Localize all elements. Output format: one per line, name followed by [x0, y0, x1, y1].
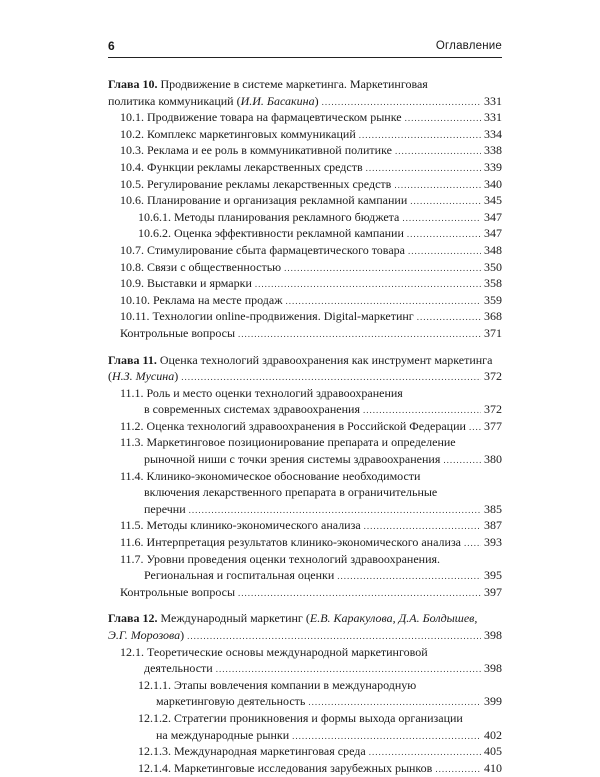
entry-title-cont: рыночной ниши с точки зрения системы здравоохранения: [144, 452, 441, 467]
dot-leader: [469, 419, 481, 436]
page-ref: 331: [484, 93, 502, 108]
toc-entry: [108, 325, 502, 342]
dot-leader: [216, 661, 481, 678]
chapter-title-cont: (: [108, 369, 112, 384]
toc-entry: [108, 292, 502, 309]
dot-leader: [407, 226, 481, 243]
page-ref: 395: [484, 568, 502, 583]
toc-entry-title: 11.4. Клинико-экономическое обоснование необходимости: [120, 468, 421, 483]
toc-entry: [108, 192, 502, 209]
dot-leader: [181, 369, 481, 386]
dot-leader: [238, 585, 481, 602]
chapter-heading-line: [108, 93, 502, 110]
toc-entry: [108, 418, 502, 435]
chapter-heading: [108, 610, 502, 627]
dot-leader: [322, 94, 481, 111]
dot-leader: [405, 110, 481, 127]
toc-entry: [108, 401, 502, 418]
toc-entry: [108, 308, 502, 325]
entry-title: 12.1.3. Международная маркетинговая среда: [138, 744, 366, 759]
dot-leader: [417, 309, 481, 326]
page-ref: 371: [484, 325, 502, 340]
entry-title-cont: перечни: [144, 501, 186, 516]
toc-entry-title-cont: включения лекарственного препарата в ограничительные: [144, 485, 438, 500]
toc-entry: [108, 693, 502, 710]
dot-leader: [238, 326, 481, 343]
chapter-author: Н.З. Мусина: [112, 369, 175, 384]
dot-leader: [187, 628, 481, 645]
entry-title-cont: деятельности: [144, 661, 213, 676]
page-ref: 393: [484, 535, 502, 550]
page-ref: 380: [484, 452, 502, 467]
page-ref: 372: [484, 402, 502, 417]
toc-entry: [108, 159, 502, 176]
chapter-authors-cont: Э.Г. Морозова: [108, 628, 181, 642]
toc-entry: [108, 209, 502, 226]
chapter-title-end: ): [180, 628, 185, 642]
entry-title: 10.9. Выставки и ярмарки: [120, 276, 252, 291]
section-title: Оглавление: [435, 40, 502, 52]
chapter-title-cont: политика коммуникаций (: [108, 93, 241, 108]
page-ref: 402: [484, 727, 502, 742]
page-ref: 399: [484, 694, 502, 709]
page-ref: 398: [484, 628, 502, 642]
page-ref: 350: [484, 259, 502, 274]
toc-entry: [108, 451, 502, 468]
entry-title: 10.7. Стимулирование сбыта фармацевтического товара: [120, 242, 405, 257]
page-ref: 397: [484, 584, 502, 599]
page-ref: 359: [484, 292, 502, 307]
entry-title: Контрольные вопросы: [120, 584, 236, 599]
toc-entry: [108, 176, 502, 193]
entry-title: 11.6. Интерпретация результатов клинико-экономического анализа: [120, 535, 462, 550]
page-ref: 340: [484, 176, 502, 191]
chapter-10: [108, 76, 502, 342]
toc-entry-title: 12.1. Теоретические основы международной маркетинговой: [120, 644, 428, 659]
page-ref: 410: [484, 760, 502, 775]
entry-title: 10.6.1. Методы планирования рекламного бюджета: [138, 209, 400, 224]
toc-entry: [108, 242, 502, 259]
toc-entry-title: 12.1.1. Этапы вовлечения компании в международную: [138, 677, 417, 692]
page-ref: 347: [484, 209, 502, 224]
dot-leader: [408, 243, 481, 260]
entry-title: 10.5. Регулирование рекламы лекарственных средств: [120, 176, 392, 191]
toc-entry: [108, 126, 502, 143]
toc-entry: [108, 259, 502, 276]
entry-title-cont: Региональная и госпитальная оценки: [144, 568, 335, 583]
page-ref: 387: [484, 518, 502, 533]
chapter-label: Глава 11.: [108, 352, 157, 367]
toc-entry: [108, 584, 502, 601]
chapter-heading-line: [108, 627, 502, 644]
page-number: 6: [108, 39, 115, 53]
toc-entry-title: 11.3. Маркетинговое позиционирование препарата и определение: [120, 435, 456, 450]
chapter-11: [108, 352, 502, 601]
page-ref: 339: [484, 159, 502, 174]
dot-leader: [364, 518, 481, 535]
toc-entry-title: 12.1.2. Стратегии проникновения и формы выхода организации: [138, 710, 463, 725]
toc-entry: [108, 567, 502, 584]
chapter-label: Глава 12.: [108, 611, 158, 626]
entry-title: 10.2. Комплекс маркетинговых коммуникаций: [120, 126, 356, 141]
chapter-title-end: ): [314, 93, 319, 108]
chapter-author: И.И. Басакина: [240, 93, 315, 108]
page-ref: 405: [484, 744, 502, 759]
chapter-heading-line: [108, 368, 502, 385]
toc-entry-title: 11.1. Роль и место оценки технологий здравоохранения: [120, 385, 403, 400]
dot-leader: [308, 694, 481, 711]
dot-leader: [366, 160, 481, 177]
page-ref: 385: [484, 501, 502, 516]
entry-title: 10.3. Реклама и ее роль в коммуникативной политике: [120, 143, 392, 158]
toc-entry: [108, 727, 502, 744]
toc-entry: [108, 517, 502, 534]
entry-title: 10.6.2. Оценка эффективности рекламной кампании: [138, 226, 404, 241]
chapter-label: Глава 10.: [108, 77, 158, 91]
entry-title: Контрольные вопросы: [120, 325, 236, 340]
dot-leader: [464, 535, 481, 552]
dot-leader: [359, 127, 481, 144]
toc-entry: [108, 142, 502, 159]
dot-leader: [292, 728, 481, 745]
dot-leader: [369, 744, 481, 761]
chapter-title: Международный маркетинг (: [157, 611, 310, 626]
dot-leader: [363, 402, 481, 419]
entry-title: 10.6. Планирование и организация рекламной кампании: [120, 193, 408, 208]
page-ref: 377: [484, 418, 502, 433]
entry-title-cont: на международные рынки: [156, 727, 290, 742]
dot-leader: [286, 293, 482, 310]
toc-entry: [108, 225, 502, 242]
toc-entry: [108, 660, 502, 677]
entry-title-cont: маркетинговую деятельность: [156, 694, 306, 709]
entry-title-cont: в современных системах здравоохранения: [144, 402, 360, 417]
page-ref: 338: [484, 143, 502, 158]
chapter-heading: [108, 352, 502, 369]
dot-leader: [443, 452, 481, 469]
dot-leader: [395, 143, 481, 160]
chapter-title: Оценка технологий здравоохранения как инструмент маркетинга: [156, 352, 493, 367]
toc-entry-title: 11.7. Уровни проведения оценки технологий здравоохранения.: [120, 551, 441, 566]
entry-title: 10.4. Функции рекламы лекарственных средств: [120, 159, 363, 174]
toc-entry: [108, 743, 502, 760]
entry-title: 11.5. Методы клинико-экономического анализа: [120, 518, 361, 533]
dot-leader: [189, 502, 481, 519]
page-ref: 368: [484, 309, 502, 324]
page-ref: 345: [484, 193, 502, 208]
toc-entry: [108, 760, 502, 777]
page-ref: 348: [484, 242, 502, 257]
chapter-authors: Е.В. Каракулова, Д.А. Болдышев,: [309, 611, 478, 626]
dot-leader: [435, 761, 481, 777]
dot-leader: [402, 210, 481, 227]
dot-leader: [255, 276, 481, 293]
dot-leader: [394, 177, 481, 194]
entry-title: 10.11. Технологии online-продвижения. Digital-маркетинг: [120, 309, 414, 324]
running-header: [108, 39, 502, 58]
page-ref: 331: [484, 110, 502, 125]
toc-entry: [108, 109, 502, 126]
entry-title: 10.1. Продвижение товара на фармацевтическом рынке: [120, 110, 402, 125]
entry-title: 12.1.4. Маркетинговые исследования зарубежных рынков: [138, 760, 433, 775]
entry-title: 10.10. Реклама на месте продаж: [120, 292, 283, 307]
toc-entry: [108, 275, 502, 292]
page-ref: 358: [484, 276, 502, 291]
chapter-heading: [108, 76, 502, 93]
page-ref: 372: [484, 369, 502, 384]
page-ref: 334: [484, 126, 502, 141]
page-ref: 398: [484, 661, 502, 676]
entry-title: 10.8. Связи с общественностью: [120, 259, 282, 274]
dot-leader: [337, 568, 481, 585]
toc-entry: [108, 534, 502, 551]
chapter-12: [108, 610, 502, 776]
dot-leader: [284, 260, 481, 277]
dot-leader: [410, 193, 481, 210]
chapter-title-end: ): [174, 369, 179, 384]
entry-title: 11.2. Оценка технологий здравоохранения в Российской Федерации: [120, 418, 466, 433]
table-of-contents: [108, 76, 502, 776]
chapter-title: Продвижение в системе маркетинга. Маркетинговая: [157, 77, 428, 91]
page-ref: 347: [484, 226, 502, 241]
toc-entry: [108, 501, 502, 518]
